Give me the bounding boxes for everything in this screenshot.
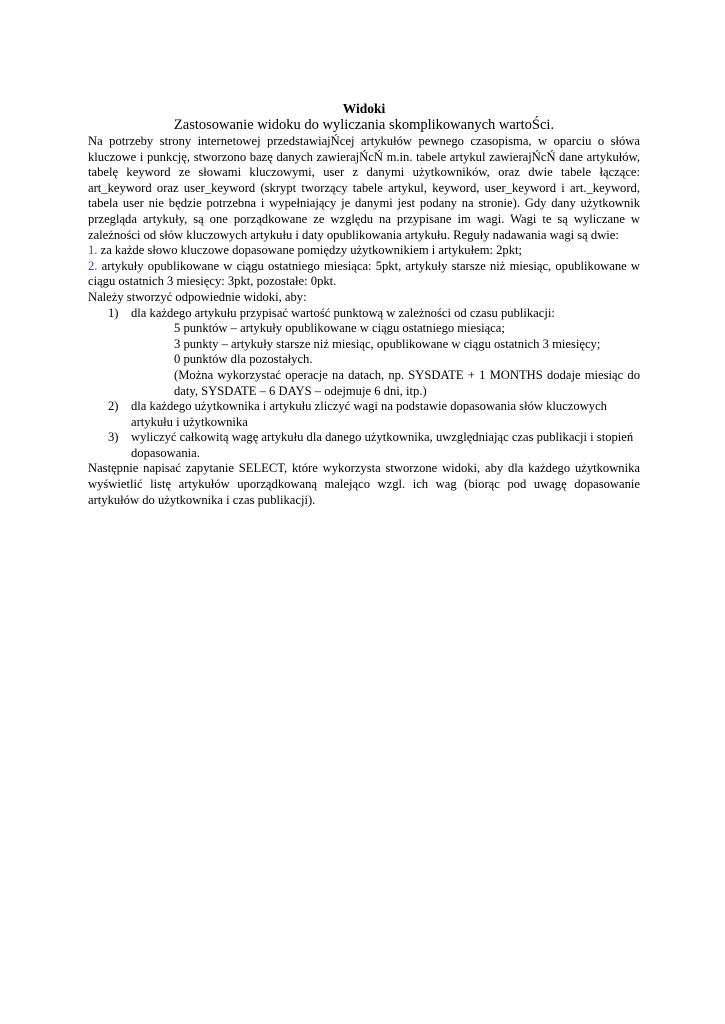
- rule-2: [88, 259, 640, 290]
- rule-2-text: artykuły opublikowane w ciągu ostatniego miesiąca: 5pkt, artykuły starsze niż miesiąc, opublikowane w ciągu ostatnich 3 miesięcy: 3pkt, pozostałe: 0pkt.: [88, 258, 640, 289]
- task-sub-item: 0 punktów dla pozostałych.: [174, 352, 313, 367]
- document-title: Widoki: [342, 101, 386, 116]
- document-content: [88, 101, 640, 508]
- task-item: [88, 430, 640, 461]
- task-number: 2): [108, 399, 119, 414]
- rule-2-number: 2.: [88, 258, 98, 273]
- task-sub-note: (Można wykorzystać operacje na datach, np. SYSDATE + 1 MONTHS dodaje miesiąc do daty, SYSDATE – 6 DAYS – odejmuje 6 dni, itp.): [174, 367, 640, 398]
- rule-1: [88, 243, 640, 259]
- task-sub-item: 3 punkty – artykuły starsze niż miesiąc, opublikowane w ciągu ostatnich 3 miesięcy;: [174, 336, 601, 351]
- closing-paragraph: Następnie napisać zapytanie SELECT, które wykorzysta stworzone widoki, aby dla każdego użytkownika wyświetlić listę artykułów uporządkowaną malejąco wzgl. ich wag (biorąc pod uwagę dopasowanie artykułów do użytkownika i czas publikacji).: [88, 461, 640, 507]
- task-intro: Należy stworzyć odpowiednie widoki, aby:: [88, 289, 307, 304]
- document-subtitle: Zastosowanie widoku do wyliczania skomplikowanych wartoŚci.: [173, 117, 555, 133]
- task-sub-item: 5 punktów – artykuły opublikowane w ciągu ostatniego miesiąca;: [174, 321, 505, 336]
- rule-1-text: za każde słowo kluczowe dopasowane pomiędzy użytkownikiem i artykułem: 2pkt;: [97, 243, 523, 258]
- rule-1-number: 1.: [88, 243, 98, 258]
- task-text: dla każdego artykułu przypisać wartość punktową w zależności od czasu publikacji:: [131, 305, 555, 320]
- task-item: [88, 306, 640, 400]
- task-number: 3): [108, 430, 119, 445]
- task-number: 1): [108, 305, 119, 320]
- task-text: dla każdego użytkownika i artykułu zliczyć wagi na podstawie dopasowania słów kluczowych artykułu i użytkownika: [131, 399, 607, 429]
- task-item: [88, 399, 640, 430]
- task-text: wyliczyć całkowitą wagę artykułu dla danego użytkownika, uwzględniając czas publikacji i stopień dopasowania.: [131, 430, 634, 460]
- task-list: [88, 306, 640, 462]
- intro-paragraph: Na potrzeby strony internetowej przedstawiajŃcej artykułów pewnego czasopisma, w oparciu o słówa kluczowe i punkcję, stworzono bazę danych zawierajŃcŃ m.in. tabele artykul zawierajŃcŃ dane artykułów, tabelę keyword ze słowami kluczowymi, user z danymi użytkowników, oraz dwie tabele łączące: art_keyword oraz user_keyword (skrypt tworzący tabele artykul, keyword, user_keyword i art._keyword, tabela user nie będzie potrzebna i wypełniający je danymi jest podany na stronie). Gdy dany użytkownik przegląda artykuły, są one porządkowane ze względu na przypisane im wagi. Wagi te są wyliczane w zależności od słów kluczowych artykułu i daty opublikowania artykułu. Reguły nadawania wagi są dwie:: [88, 134, 640, 242]
